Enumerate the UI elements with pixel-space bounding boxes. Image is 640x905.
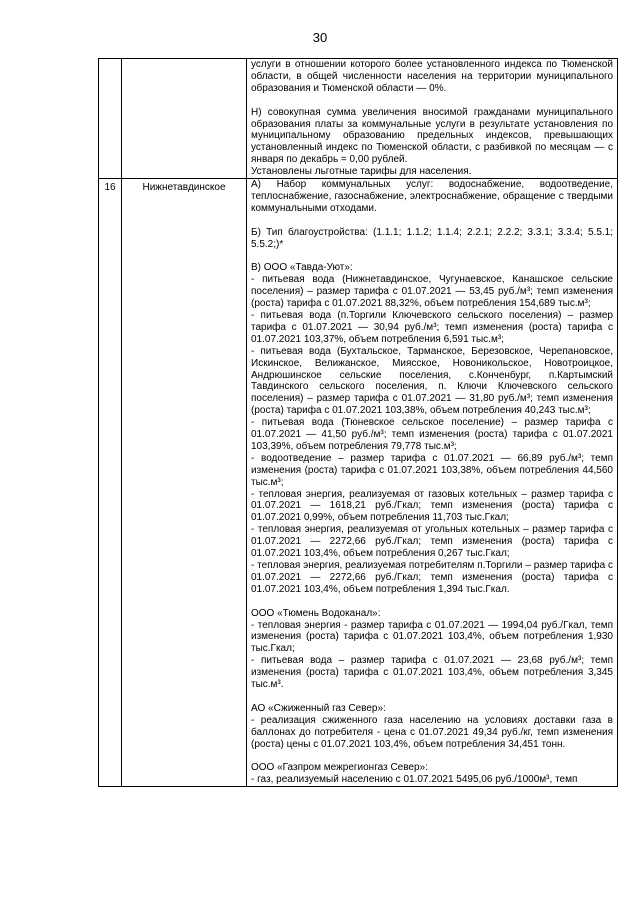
municipality-cell xyxy=(122,179,247,787)
paragraph-gap xyxy=(251,691,613,703)
row-number-cell xyxy=(99,179,122,787)
paragraph: Установлены льготные тарифы для населения. xyxy=(251,166,472,178)
table-row xyxy=(99,59,618,179)
paragraph: Н) совокупная сумма увеличения вносимой гражданами муниципального образования платы за коммунальные услуги в результате установления по муниципальному образованию предельных индексов, превышающих установленный индекс по Тюменской области, с разбивкой по месяцам — с января по декабрь = 0,00 рублей. xyxy=(251,106,613,166)
description-cell xyxy=(247,179,618,787)
paragraph: услуги в отношении которого более установленного индекса по Тюменской области, в общей численности населения на территории муниципального образования и Тюменской области — 0%. xyxy=(251,59,613,94)
paragraph: ООО «Газпром межрегионгаз Север»: xyxy=(251,762,428,774)
paragraph-gap xyxy=(251,215,613,227)
paragraph: - водоотведение – размер тарифа с 01.07.2021 — 66,89 руб./м³; темп изменения (роста) тарифа с 01.07.2021 103,38%, объем потребления 44,560 тыс.м³; xyxy=(251,452,613,488)
paragraph-gap xyxy=(251,95,613,107)
row-number: 16 xyxy=(104,182,116,194)
table-row xyxy=(99,179,618,787)
municipality-cell xyxy=(122,59,247,179)
paragraph-gap xyxy=(251,250,613,262)
description-text xyxy=(247,59,617,178)
paragraph: ООО «Тюмень Водоканал»: xyxy=(251,607,381,619)
paragraph: В) ООО «Тавда-Уют»: xyxy=(251,262,353,274)
paragraph: - питьевая вода (Тюневское сельское поселение) – размер тарифа с 01.07.2021 — 41,50 руб./м³; темп изменения (роста) тарифа с 01.07.2021 103,39%, объем потребления 79,778 тыс.м³; xyxy=(251,417,613,452)
tariff-table xyxy=(98,58,618,787)
paragraph: - реализация сжиженного газа населению на условиях доставки газа в баллонах до потребителя - цена с 01.07.2021 49,34 руб./кг, темп изменения (роста) цены с 01.07.2021 103,4%, объем потребления 34,451 тонн. xyxy=(251,714,613,750)
paragraph: - питьевая вода (п.Торгили Ключевского сельского поселения) – размер тарифа с 01.07.2021 — 30,94 руб./м³; темп изменения (роста) тарифа с 01.07.2021 103,37%, объем потребления 6,591 тыс.м³; xyxy=(251,309,613,345)
paragraph-gap xyxy=(251,750,613,762)
paragraph: - тепловая энергия, реализуемая от газовых котельных – размер тарифа с 01.07.2021 — 1618,21 руб./Гкал; темп изменения (роста) тарифа с 01.07.2021 0,99%, объем потребления 11,703 тыс.Гкал; xyxy=(251,488,613,524)
paragraph: АО «Сжиженный газ Север»: xyxy=(251,702,386,714)
paragraph: - тепловая энергия, реализуемая от угольных котельных – размер тарифа с 01.07.2021 — 2272,66 руб./Гкал; темп изменения (роста) тарифа с 01.07.2021 103,4%, объем потребления 0,267 тыс.Гкал; xyxy=(251,524,613,560)
row-number-cell xyxy=(99,59,122,179)
paragraph: Б) Тип благоустройства: (1.1.1; 1.1.2; 1.1.4; 2.2.1; 2.2.2; 3.3.1; 3.3.4; 5.5.1; 5.5.2;)* xyxy=(251,226,613,250)
paragraph: - питьевая вода (Нижнетавдинское, Чугунаевское, Канашское сельские поселения) – размер тарифа с 01.07.2021 — 53,45 руб./м³; темп изменения (роста) тарифа с 01.07.2021 88,32%, объем потребления 154,689 тыс.м³; xyxy=(251,274,613,310)
paragraph: - питьевая вода (Бухтальское, Тарманское, Березовское, Черепановское, Искинское, Велижанское, Миясское, Новоникольское, Новотроицкое, Андрюшинское сельские поселения, с.Конченбург, п.Картымский Тавдинского сельского поселения, п. Ключи Ключевского сельского поселения) – размер тарифа с 01.07.2021 — 31,80 руб./м³; темп изменения (роста) тарифа с 01.07.2021 103,38%, объем потребления 40,243 тыс.м³; xyxy=(251,345,613,417)
paragraph: А) Набор коммунальных услуг: водоснабжение, водоотведение, теплоснабжение, газоснабжение, электроснабжение, обращение с твердыми коммунальными отходами. xyxy=(251,179,613,214)
description-text xyxy=(247,179,617,786)
municipality-name: Нижнетавдинское xyxy=(142,182,226,194)
paragraph: - питьевая вода – размер тарифа с 01.07.2021 — 23,68 руб./м³; темп изменения (роста) тарифа с 01.07.2021 103,4%, объем потребления 3,345 тыс.м³. xyxy=(251,655,613,691)
description-cell xyxy=(247,59,618,179)
paragraph: - тепловая энергия - размер тарифа с 01.07.2021 — 1994,04 руб./Гкал, темп изменения (роста) тарифа с 01.07.2021 103,4%, объем потребления 1,930 тыс.Гкал; xyxy=(251,619,613,655)
paragraph: - газ, реализуемый населению с 01.07.2021 5495,06 руб./1000м³, темп xyxy=(251,774,578,786)
paragraph-gap xyxy=(251,596,613,608)
paragraph: - тепловая энергия, реализуемая потребителям п.Торгили – размер тарифа с 01.07.2021 — 2272,66 руб./Гкал; темп изменения (роста) тарифа с 01.07.2021 103,4%, объем потребления 1,394 тыс.Гкал. xyxy=(251,560,613,595)
page-number: 30 xyxy=(312,30,328,45)
